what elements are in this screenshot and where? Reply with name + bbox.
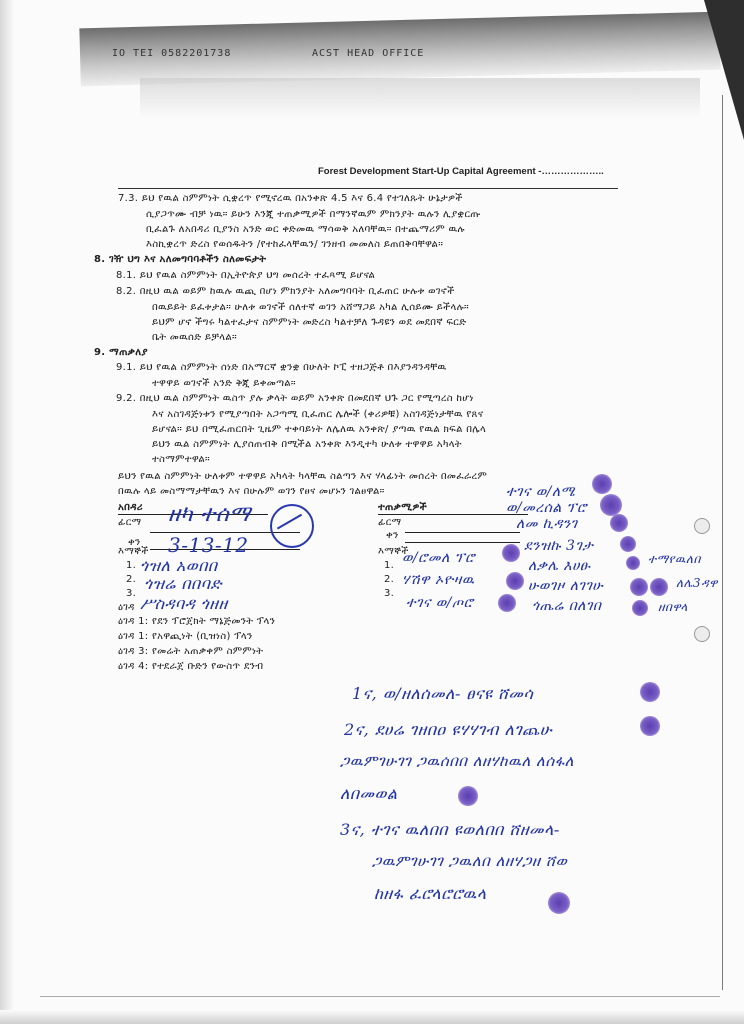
- beneficiary-witness-number: 1.: [384, 560, 395, 571]
- folded-corner: [704, 0, 744, 140]
- clause-9-1-line: 9.1. ይህ የዉል ስምምነት ሰነድ በአማርኛ ቋንቋ በሁለት ኮፒ ተዘጋጅቶ በእያንዳንዳቸዉ: [116, 362, 447, 373]
- beneficiary-handwriting: ወ/መረሰል ፕሮ: [506, 500, 587, 516]
- thumbprint-mark: [458, 786, 478, 806]
- binder-hole: [694, 626, 710, 642]
- handwritten-note-line: ከዘፋ ፈሮላሮሮዉላ: [374, 884, 487, 903]
- beneficiary-side-handwriting: ጎጤሬ በለገበ: [532, 598, 602, 614]
- beneficiary-side-handwriting: ደንዝኩ 3ገታ: [524, 538, 594, 554]
- lender-handwritten-signature: ዘካ ተሰማ: [168, 502, 251, 527]
- attachment-item: ዕገዳ 3: የመሬት አጠቃቀም ስምምነት: [118, 646, 264, 657]
- beneficiaries-heading: ተጠቃሚዎች: [378, 502, 427, 513]
- lender-witness-number: 2.: [126, 574, 137, 585]
- thumbprint-mark: [626, 556, 640, 570]
- thumbprint-mark: [632, 600, 648, 616]
- page-border-bottom: [40, 996, 720, 997]
- lender-signature-scribble: [270, 504, 314, 548]
- fax-tel-number: IO TEI 0582201738: [112, 48, 232, 59]
- clause-8-1: 8.1. ይህ የዉል ስምምነት በኢትዮጵያ ህግ መሰረት ተፈጻሚ ይሆናል: [116, 270, 376, 281]
- lender-witness-handwriting: ሥስዳባዳ ጎዘዘ: [140, 594, 228, 613]
- handwritten-note-line: ለበመወል: [340, 784, 398, 803]
- beneficiary-witness-handwriting: ተገና ወ/ጦሮ: [406, 595, 474, 611]
- beneficiary-witness-handwriting: ሃሽዋ ኦዮዛዉ: [402, 572, 475, 588]
- lender-witness-number: 1.: [126, 560, 137, 571]
- clause-8-2-line: ይህም ሆኖ ችግሩ ካልተፈታና ስምምነት መድረስ ካልተቻለ ጉዳዩን ወደ መደበኛ ፍርድ: [152, 317, 467, 328]
- lender-witness-handwriting: ጎዝለ አወበበ: [140, 556, 218, 575]
- beneficiary-far-handwriting: ለሌ3ዳዋ: [676, 576, 718, 590]
- lender-heading: አበዳሪ: [118, 502, 143, 513]
- handwritten-note-line: 2ና, ደሀሬ ገዘበዐ ዩሃሃገብ ለገጨሁ: [344, 720, 553, 739]
- scan-edge-shadow-bottom: [0, 1010, 744, 1024]
- clause-9-2-line: ተስማምተዋል።: [152, 454, 210, 465]
- beneficiary-witness-number: 3.: [384, 588, 395, 599]
- thumbprint-mark: [640, 682, 660, 702]
- fax-office-name: ACST HEAD OFFICE: [312, 48, 425, 59]
- clause-9-2-line: 9.2. በዚህ ዉል ስምምነት ዉስጥ ያሉ ቃላት ወይም አንቀጽ በመደበኛ ህጉ ጋር የሚጣረስ ከሆነ: [116, 393, 474, 404]
- beneficiary-handwriting: ተገና ወ/ለሜ: [506, 484, 576, 500]
- binder-hole: [694, 518, 710, 534]
- thumbprint-mark: [592, 474, 612, 494]
- attachment-prefix-label: ዕገዳ: [118, 602, 135, 613]
- beneficiary-far-handwriting: ተማየዉለበ: [648, 552, 701, 566]
- beneficiaries-witnesses-label: እማኞች: [378, 546, 409, 557]
- clause-8-2-line: በዉይይት ይፈቱታል። ሁለቱ ወገኖች ሰለተኛ ወገን አሸማጋይ አካል ሊሰይሙ ይችላሉ።: [152, 302, 469, 313]
- clause-9-2-line: እና አስገዳጅነቱን የሚያጣበት አጋጣሚ ቢፈጠር ሌሎች (ቀሪዎቹ) አስገዳጅነታቸዉ የጸና: [152, 409, 484, 420]
- handwritten-note-line: ጋዉምገሁገገ ጋዉለበ ለዘሃጋዘ ሸወ: [372, 852, 568, 870]
- beneficiary-far-handwriting: ዘበዋላ: [658, 600, 688, 614]
- beneficiaries-signature-label: ፊርማ: [378, 517, 402, 528]
- thumbprint-mark: [640, 716, 660, 736]
- beneficiaries-signature-line: [405, 532, 520, 533]
- thumbprint-mark: [600, 494, 622, 516]
- beneficiary-witness-handwriting: ወ/ሮመለ ፕሮ: [402, 550, 475, 566]
- handwritten-note-line: 1ና, ወ/ዘለሰመለ- ፀናዩ ሸመሳ: [352, 684, 534, 703]
- lender-witness-number: 3.: [126, 588, 137, 599]
- beneficiary-witness-number: 2.: [384, 574, 395, 585]
- clause-7-3-line: ሲያጋጥሙ ብቻ ነዉ። ይሁን እንጂ ተጠቃሚዎች በማንኛዉም ምክንያት ዉሉን ሊያቋርጡ: [146, 209, 481, 220]
- thumbprint-mark: [502, 544, 520, 562]
- beneficiaries-date-label: ቀን: [386, 530, 399, 541]
- beneficiary-handwriting: ለመ ኪዳንገ: [516, 516, 578, 532]
- handwritten-note-line: ጋዉምገሁገገ ጋዉሰበበ ለዘሃከዉለ ለሰፋለ: [340, 752, 574, 770]
- lender-signature-label: ፊርማ: [118, 517, 142, 528]
- beneficiary-side-handwriting: ሁወገዞ ለገገሁ: [528, 578, 604, 594]
- thumbprint-mark: [620, 536, 636, 552]
- clause-8-2-line: 8.2. በዚህ ዉል ወይም ከዉሉ ዉጪ በሆነ ምክንያት አለመግባባት ቢፈጠር ሁሉቱ ወገኖች: [116, 286, 455, 297]
- header-rule: [118, 188, 618, 189]
- section-8-heading: 8. ገዥ ህግ እና አለመግባባቶችን ስለመፍታት: [94, 254, 267, 265]
- handwritten-note-line: 3ና, ተገና ዉለበበ ዩወለበበ ሸዘመላ-: [340, 820, 560, 839]
- clause-8-2-line: ቤት መዉሰድ ይቻላል።: [152, 332, 237, 343]
- thumbprint-mark: [548, 892, 570, 914]
- thumbprint-mark: [650, 578, 668, 596]
- lender-date-label: ቀን: [128, 537, 141, 548]
- scan-edge-shadow: [0, 0, 14, 1024]
- lender-handwritten-date: 3-13-12: [168, 533, 249, 557]
- attachment-item: ዕገዳ 1: የደን ፕሮጀክት ማኔጅመንት ፕላን: [118, 616, 276, 627]
- page-border-right: [722, 95, 723, 990]
- fax-header-fade: [140, 78, 700, 118]
- document-title: Forest Development Start-Up Capital Agreement -………………..: [318, 166, 604, 177]
- lender-witnesses-label: እማኞች: [118, 546, 149, 557]
- closing-statement-line: ይህን የዉል ስምምነት ሁለቱም ተዋዋይ አካላት ካላቸዉ ስልጣን እና ሃላፊነት መሰረት በመፈራረም: [118, 471, 488, 482]
- beneficiaries-date-line: [405, 542, 520, 543]
- clause-7-3-line: 7.3. ይህ የዉል ስምምነት ሲቋረጥ የሚኖረዉ በአንቀጽ 4.5 እና 6.4 የተገለጹት ሁኔታዎች: [118, 193, 463, 204]
- thumbprint-mark: [506, 572, 524, 590]
- clause-9-2-line: ይሆናል። ይህ በሚፈጠርበት ጊዜም ተቀባይነት ለሌለዉ አንቀጽ/ ያጣዉ የዉል ክፍል በሌላ: [152, 424, 487, 435]
- attachment-item: ዕገዳ 4: የተደራጀ ቡድን የውስጥ ደንብ: [118, 661, 264, 672]
- beneficiary-side-handwriting: ለቃሌ እሀፁ: [528, 558, 591, 574]
- clause-9-2-line: ይህን ዉል ስምምነት ሊያሰጠብቅ በሚችል አንቀጽ እንዲተካ ሁለቱ ተዋዋይ አካላት: [152, 439, 462, 450]
- thumbprint-mark: [610, 514, 628, 532]
- thumbprint-mark: [630, 578, 648, 596]
- lender-witness-handwriting: ጎዝሬ በበባድ: [144, 574, 222, 593]
- closing-statement-line: በዉሉ ላይ መስማማታቸዉን እና በሁሉም ወገን የፀና መሆኑን ገልፀዋል።: [118, 486, 385, 497]
- clause-7-3-line: እስኪቋረጥ ድረስ የወሰዱትን /የተከፈላቸዉን/ ገንዘብ መመለስ ይጠበቅባቸዋል።: [146, 239, 444, 250]
- clause-7-3-line: ቢፈልጉ ለአበዳሪ ቢያንስ አንድ ወር ቀድመዉ ማሳወቅ አለባቸዉ። በተጨማሪም ዉሉ: [146, 224, 465, 235]
- section-9-heading: 9. ማጠቃለያ: [94, 347, 148, 358]
- attachment-item: ዕገዳ 1: የአዋጪነት (ቢዝነስ) ፕላን: [118, 631, 253, 642]
- thumbprint-mark: [498, 594, 516, 612]
- clause-9-1-line: ተዋዋይ ወገኖች አንድ ቅጂ ይቀመጣል።: [152, 378, 296, 389]
